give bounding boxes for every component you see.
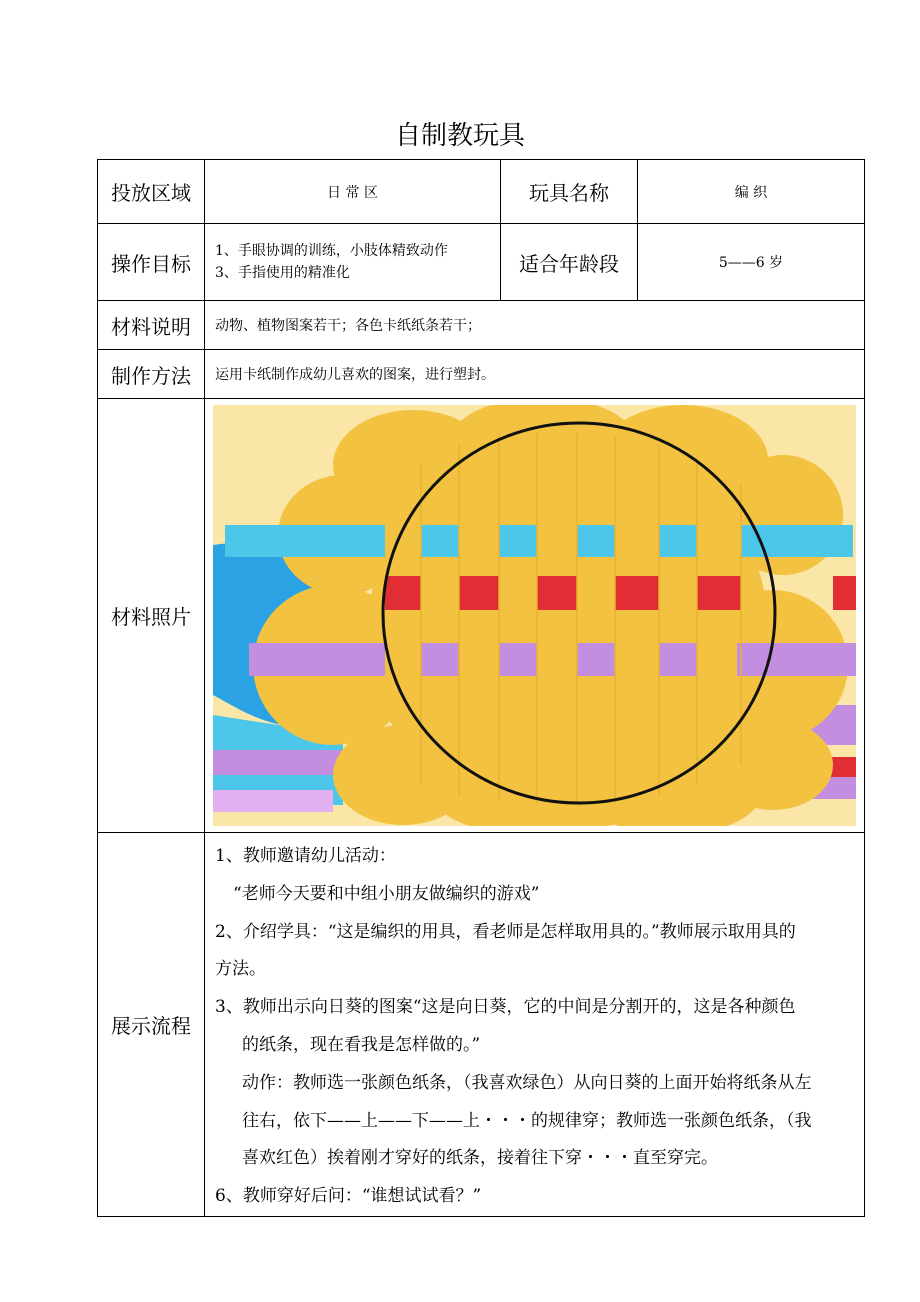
flow-line: 1、教师邀请幼儿活动： bbox=[215, 846, 396, 866]
page-title: 自制教玩具 bbox=[394, 121, 525, 151]
flow-line: “老师今天要和中组小朋友做编织的游戏” bbox=[233, 883, 540, 904]
row-method bbox=[98, 350, 865, 399]
row-goal bbox=[98, 224, 865, 301]
toy-name-value: 编 织 bbox=[638, 160, 865, 224]
row-area bbox=[98, 160, 865, 224]
method-label: 制作方法 bbox=[98, 350, 205, 399]
goal-label: 操作目标 bbox=[98, 224, 205, 301]
flow-line: 6、教师穿好后问：“谁想试试看？” bbox=[215, 1186, 482, 1207]
age-label: 适合年龄段 bbox=[501, 224, 638, 301]
goal-line-2: 3、手指使用的精准化 bbox=[215, 265, 350, 281]
materials-value: 动物、植物图案若干；各色卡纸纸条若干； bbox=[205, 301, 865, 350]
materials-label: 材料说明 bbox=[98, 301, 205, 350]
flow-line: 2、介绍学具：“这是编织的用具，看老师是怎样取用具的。”教师展示取用具的 bbox=[215, 921, 796, 942]
photo-label: 材料照片 bbox=[98, 399, 205, 833]
goal-value bbox=[205, 224, 501, 301]
flow-content bbox=[205, 833, 865, 1217]
flow-label: 展示流程 bbox=[98, 833, 205, 1217]
age-value: 5——6 岁 bbox=[638, 224, 865, 301]
area-value: 日 常 区 bbox=[205, 160, 501, 224]
goal-line-1: 1、手眼协调的训练，小肢体精致动作 bbox=[215, 243, 448, 259]
photo-cell bbox=[205, 399, 865, 833]
weaving-photo bbox=[213, 405, 856, 826]
flow-line: 往右，依下——上——下——上・・・的规律穿；教师选一张颜色纸条，（我 bbox=[242, 1110, 812, 1131]
row-flow bbox=[98, 833, 865, 1217]
flow-line: 3、教师出示向日葵的图案“这是向日葵，它的中间是分割开的，这是各种颜色 bbox=[215, 997, 796, 1018]
row-materials bbox=[98, 301, 865, 350]
sunflower-petals bbox=[253, 405, 848, 826]
toy-info-table bbox=[97, 159, 865, 1217]
flow-line: 的纸条，现在看我是怎样做的。” bbox=[242, 1034, 481, 1055]
flow-line: 动作：教师选一张颜色纸条，（我喜欢绿色）从向日葵的上面开始将纸条从左 bbox=[242, 1072, 812, 1093]
row-photo bbox=[98, 399, 865, 833]
flow-line: 方法。 bbox=[215, 959, 266, 980]
method-value: 运用卡纸制作成幼儿喜欢的图案，进行塑封。 bbox=[205, 350, 865, 399]
toy-name-label: 玩具名称 bbox=[501, 160, 638, 224]
area-label: 投放区域 bbox=[98, 160, 205, 224]
flow-line: 喜欢红色）挨着刚才穿好的纸条，接着往下穿・・・直至穿完。 bbox=[242, 1148, 718, 1169]
